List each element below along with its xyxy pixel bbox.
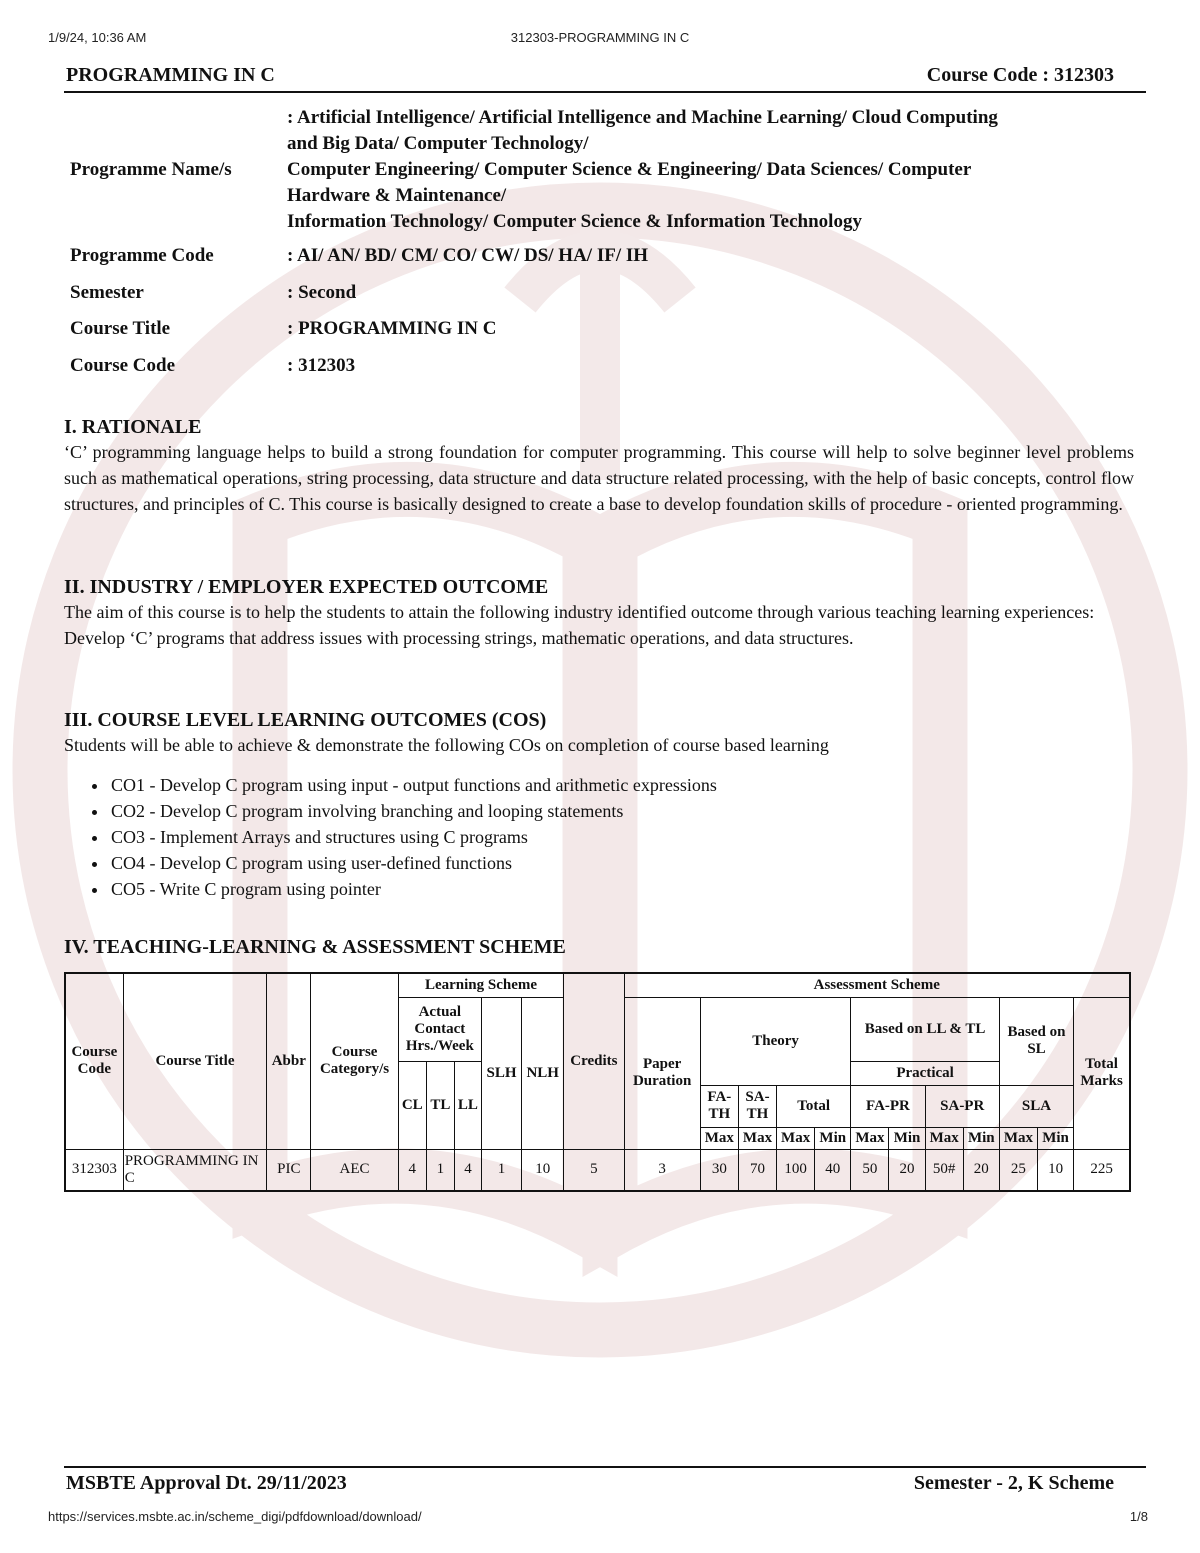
programme-names-line: : Artificial Intelligence/ Artificial Intelligence and Machine Learning/ Cloud Computing [287,107,998,128]
th-actual-contact: Actual Contact Hrs./Week [398,997,481,1061]
th-total: Total [777,1085,851,1127]
programme-names-value [281,103,1146,237]
cos-section [64,709,1134,902]
th-min: Min [963,1127,999,1149]
scheme-section [64,936,1134,959]
info-row-course-title [64,311,1146,347]
cell-category: AEC [311,1149,398,1191]
th-abbr: Abbr [267,973,311,1149]
print-page-number: 1/8 [1129,1509,1148,1524]
th-credits: Credits [564,973,624,1149]
cos-title: III. COURSE LEVEL LEARNING OUTCOMES (COS) [64,709,547,731]
th-theory: Theory [700,997,851,1085]
print-doc-title: 312303-PROGRAMMING IN C [510,30,690,45]
th-nlh: NLH [522,997,564,1149]
cell-paper-duration: 3 [624,1149,700,1191]
rationale-title: I. RATIONALE [64,416,202,438]
semester-label: Semester [70,282,144,303]
cell-ll: 4 [454,1149,481,1191]
programme-names-line: Computer Engineering/ Computer Science & Engineering/ Data Sciences/ Computer [287,159,972,180]
cell-sla-min: 10 [1038,1149,1074,1191]
cell-total-min: 40 [815,1149,851,1191]
table-row [65,973,1130,997]
list-item: • CO3 - Implement Arrays and structures using C programs [109,824,1134,850]
info-row-programme-code [64,237,1146,275]
info-row-course-code [64,347,1146,385]
th-tl: TL [426,1061,454,1149]
industry-section [64,576,1134,651]
cell-fa-pr-max: 50 [851,1149,889,1191]
th-max: Max [700,1127,738,1149]
cell-tl: 1 [426,1149,454,1191]
th-learning-scheme: Learning Scheme [398,973,564,997]
th-assessment-scheme: Assessment Scheme [624,973,1130,997]
th-min: Min [1038,1127,1074,1149]
programme-code-value: : AI/ AN/ BD/ CM/ CO/ CW/ DS/ HA/ IF/ IH [287,245,649,266]
cell-abbr: PIC [267,1149,311,1191]
cell-fa-pr-min: 20 [889,1149,925,1191]
semester-value: : Second [287,282,357,303]
course-title-label: Course Title [70,318,171,339]
th-max: Max [738,1127,776,1149]
cell-sla-max: 25 [999,1149,1037,1191]
teaching-assessment-scheme-table [64,972,1131,1192]
print-url[interactable]: https://services.msbte.ac.in/scheme_digi/pdfdownload/download/ [48,1509,422,1524]
th-practical: Practical [851,1061,1000,1085]
industry-text: The aim of this course is to help the students to attain the following industry identified outcome through various teaching learning experiences: Develop ‘C’ programs that address issues with processing strings, mathematic operations, and data structures. [64,602,1095,648]
document-footer [64,1466,1146,1495]
th-min: Min [815,1127,851,1149]
scheme-title: IV. TEACHING-LEARNING & ASSESSMENT SCHEME [64,936,566,958]
semester-scheme: Semester - 2, K Scheme [913,1472,1114,1494]
th-max: Max [999,1127,1037,1149]
cos-intro: Students will be able to achieve & demonstrate the following COs on completion of course based learning [64,735,829,755]
th-category: Course Category/s [311,973,398,1149]
course-code-label: Course Code [70,355,176,376]
cell-cl: 4 [398,1149,426,1191]
programme-names-line: Information Technology/ Computer Science & Information Technology [287,211,862,232]
programme-names-line: Hardware & Maintenance/ [287,185,507,206]
cell-course-code: 312303 [65,1149,123,1191]
th-min: Min [889,1127,925,1149]
th-based-ll-tl: Based on LL & TL [851,997,1000,1061]
course-title-value: : PROGRAMMING IN C [287,318,497,339]
cell-total-marks: 225 [1074,1149,1130,1191]
list-item: • CO4 - Develop C program using user-defined functions [109,850,1134,876]
th-sa-pr: SA-PR [925,1085,999,1127]
industry-title: II. INDUSTRY / EMPLOYER EXPECTED OUTCOME [64,576,549,598]
th-fa-pr: FA-PR [851,1085,925,1127]
info-row-semester [64,275,1146,311]
table-row [65,1149,1130,1191]
approval-date: MSBTE Approval Dt. 29/11/2023 [66,1472,347,1494]
th-max: Max [925,1127,963,1149]
list-item: • CO2 - Develop C program involving branching and looping statements [109,798,1134,824]
rationale-section [64,416,1134,517]
th-cl: CL [398,1061,426,1149]
programme-code-label: Programme Code [70,245,214,266]
programme-names-line: and Big Data/ Computer Technology/ [287,133,589,154]
cell-credits: 5 [564,1149,624,1191]
list-item: • CO1 - Develop C program using input - output functions and arithmetic expressions [109,772,1134,798]
cos-list [64,772,1134,902]
th-slh: SLH [481,997,521,1149]
cell-total-max: 100 [777,1149,815,1191]
cell-sa-pr-max: 50# [925,1149,963,1191]
course-code-value: : 312303 [287,355,356,376]
th-course-title: Course Title [123,973,267,1149]
th-max: Max [777,1127,815,1149]
th-sla: SLA [999,1085,1073,1127]
info-row-programme-names [64,103,1146,237]
cell-slh: 1 [481,1149,521,1191]
th-fa-th: FA-TH [700,1085,738,1127]
document-header-course-code: Course Code : 312303 [926,64,1114,86]
document-header [64,64,1146,93]
cell-nlh: 10 [522,1149,564,1191]
cell-course-title: PROGRAMMING IN C [123,1149,267,1191]
cell-sa-th-max: 70 [738,1149,776,1191]
th-based-sl: Based on SL [999,997,1073,1085]
th-max: Max [851,1127,889,1149]
cell-fa-th-max: 30 [700,1149,738,1191]
th-sa-th: SA-TH [738,1085,776,1127]
list-item: • CO5 - Write C program using pointer [109,876,1134,902]
th-total-marks: Total Marks [1074,997,1130,1149]
programme-names-label: Programme Name/s [70,159,232,180]
th-ll: LL [454,1061,481,1149]
course-info-table [64,103,1146,385]
print-datetime: 1/9/24, 10:36 AM [48,30,147,45]
rationale-text: ‘C’ programming language helps to build a strong foundation for computer programming. This course will help to solve beginner level problems such as mathematical operations, string processing, data structure and data structure related processing, with the help of basic concepts, control flow structures, and principles of C. This course is basically designed to create a base to develop foundation skills of procedure - oriented programming. [64,442,1134,514]
document-header-title: PROGRAMMING IN C [66,64,275,86]
document-page [64,64,1146,1494]
th-paper-duration: Paper Duration [624,997,700,1149]
cell-sa-pr-min: 20 [963,1149,999,1191]
th-course-code: Course Code [65,973,123,1149]
